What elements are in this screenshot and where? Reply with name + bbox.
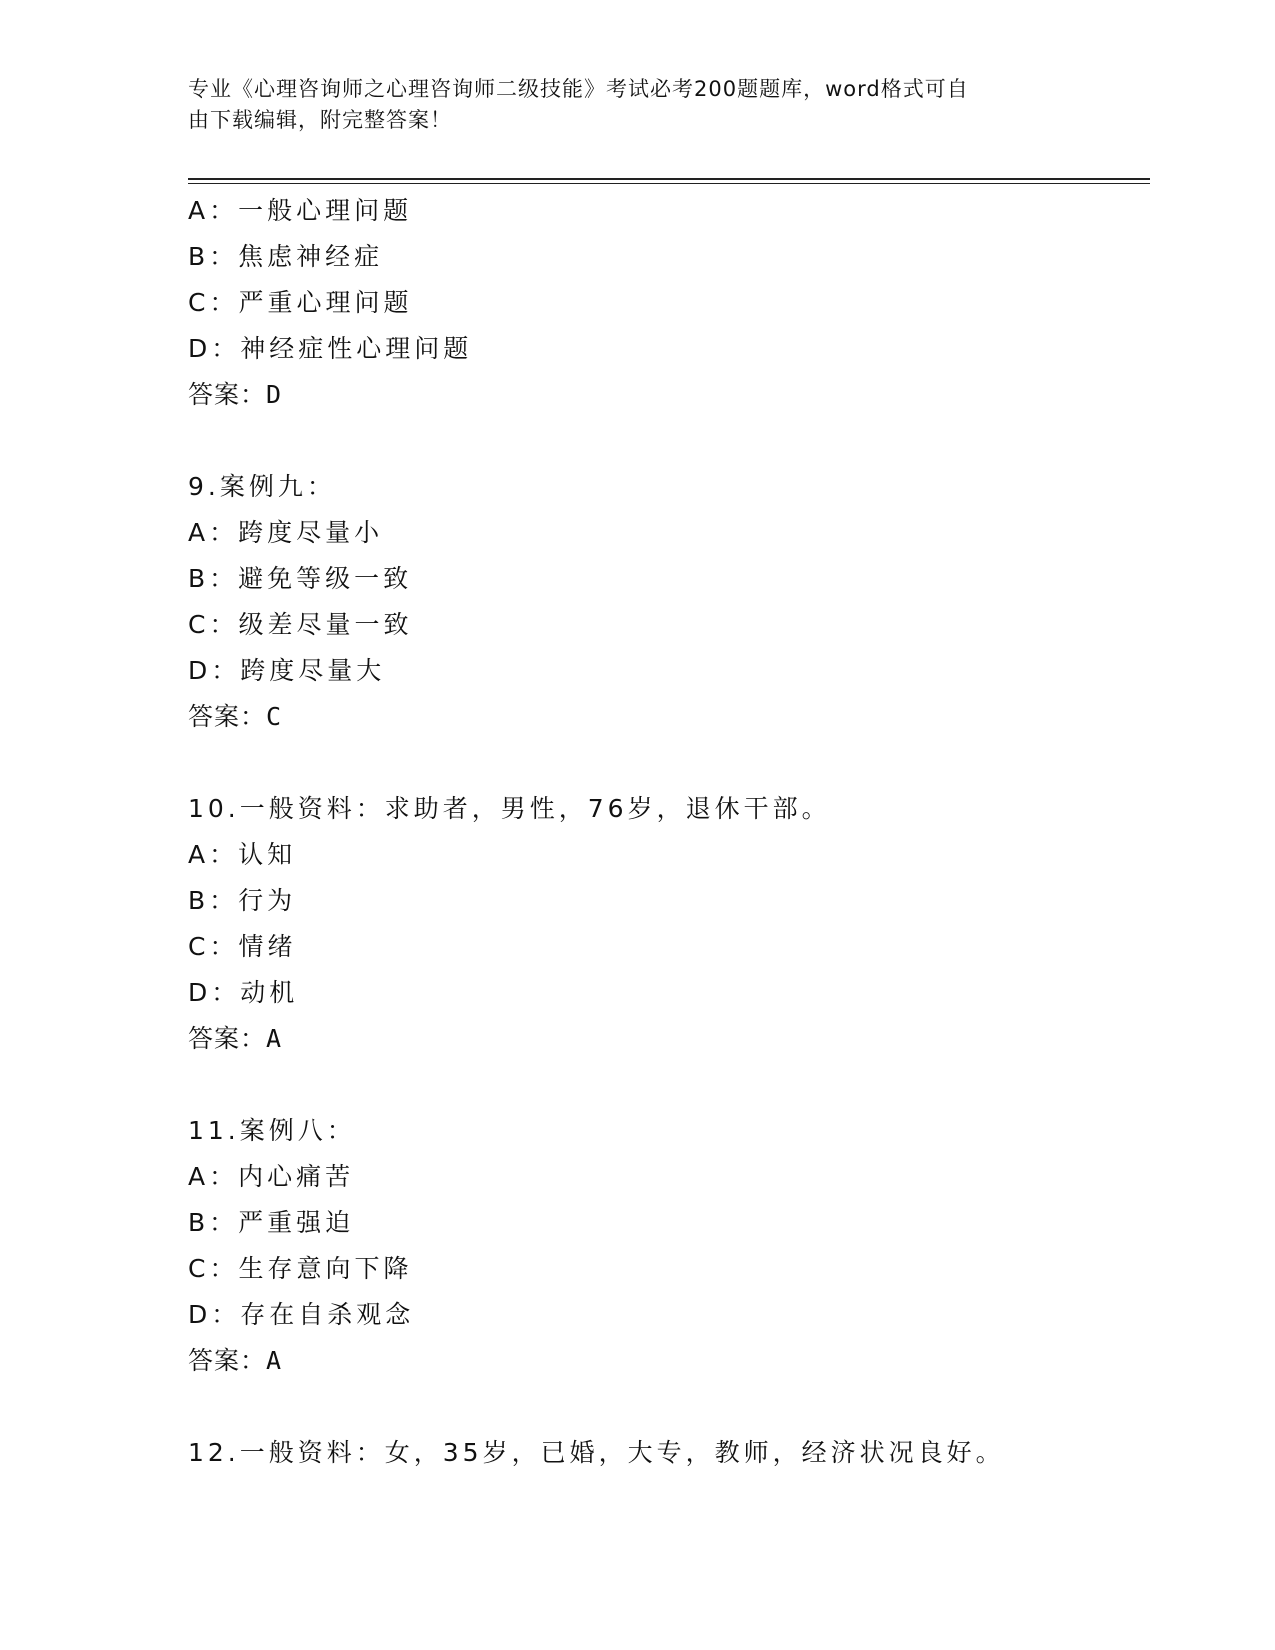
option-d: D：存在自杀观念	[188, 1300, 415, 1329]
question-stem: 11.案例八：	[188, 1116, 356, 1145]
question-block-9	[188, 464, 1148, 740]
option-a: A：认知	[188, 840, 297, 869]
option-d: D：神经症性心理问题	[188, 334, 473, 363]
option-c: C：生存意向下降	[188, 1254, 413, 1283]
intro-line-2: 由下载编辑，附完整答案！	[188, 108, 452, 132]
question-stem: 9.案例九：	[188, 472, 336, 501]
answer-line: 答案：D	[188, 380, 283, 409]
question-block-11	[188, 1108, 1148, 1384]
option-d: D：动机	[188, 978, 299, 1007]
option-b: B：焦虑神经症	[188, 242, 384, 271]
option-c: C：情绪	[188, 932, 297, 961]
question-list	[188, 188, 1148, 1476]
option-a: A：跨度尽量小	[188, 518, 384, 547]
question-block-8	[188, 188, 1148, 418]
document-intro	[188, 74, 1068, 136]
question-stem: 12.一般资料：女，35岁，已婚，大专，教师，经济状况良好。	[188, 1438, 1005, 1467]
option-a: A：一般心理问题	[188, 196, 413, 225]
option-c: C：严重心理问题	[188, 288, 413, 317]
question-stem: 10.一般资料：求助者，男性，76岁，退休干部。	[188, 794, 831, 823]
header-divider-thin	[188, 183, 1150, 184]
option-d: D：跨度尽量大	[188, 656, 386, 685]
answer-line: 答案：C	[188, 702, 283, 731]
intro-line-1: 专业《心理咨询师之心理咨询师二级技能》考试必考200题题库，word格式可自	[188, 77, 969, 101]
option-b: B：严重强迫	[188, 1208, 355, 1237]
answer-line: 答案：A	[188, 1024, 283, 1053]
option-c: C：级差尽量一致	[188, 610, 413, 639]
header-divider-thick	[188, 178, 1150, 180]
option-b: B：避免等级一致	[188, 564, 413, 593]
option-a: A：内心痛苦	[188, 1162, 355, 1191]
answer-line: 答案：A	[188, 1346, 283, 1375]
question-block-10	[188, 786, 1148, 1062]
question-block-12	[188, 1430, 1148, 1476]
option-b: B：行为	[188, 886, 297, 915]
